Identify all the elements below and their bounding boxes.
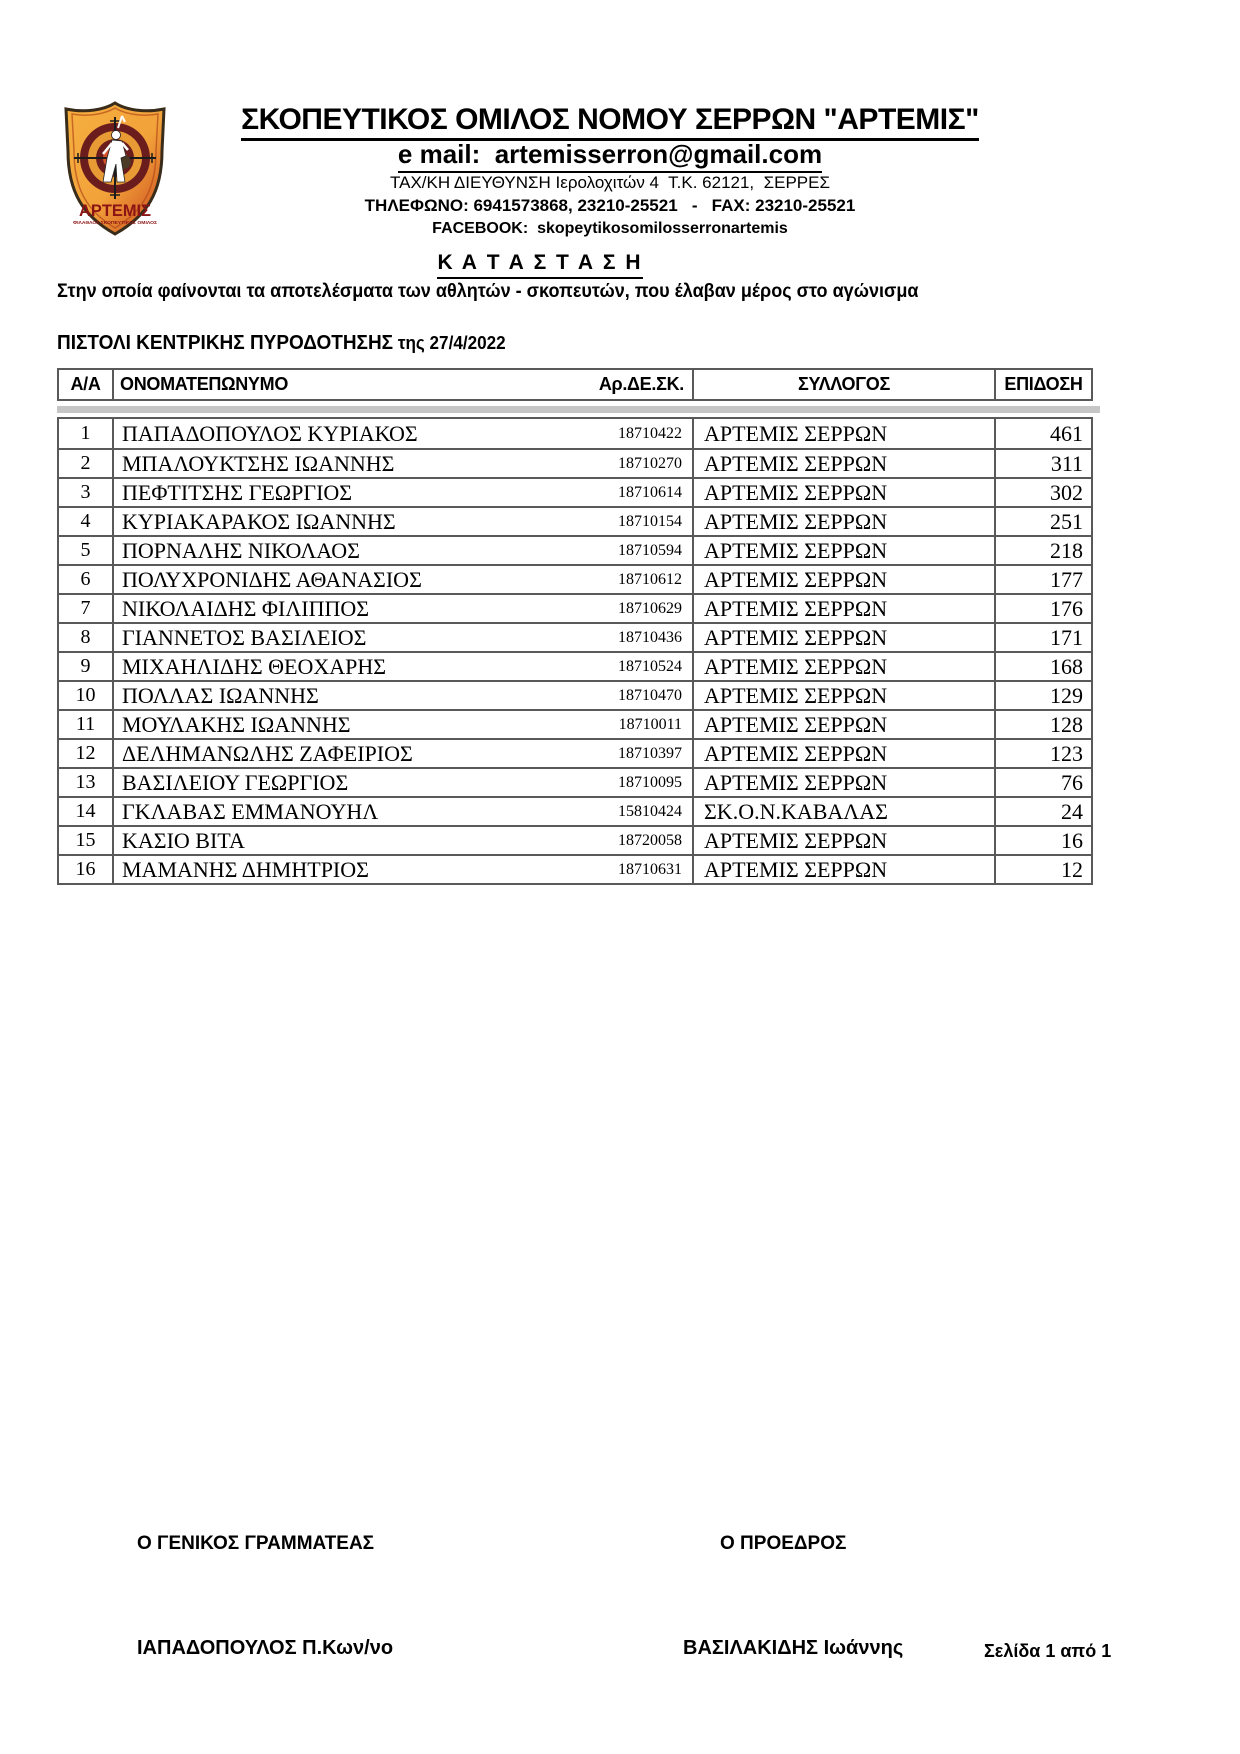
athlete-name: ΜΙΧΑΗΛΙΔΗΣ ΘΕΟΧΑΡΗΣ	[122, 653, 387, 679]
athlete-name: ΚΥΡΙΑΚΑΡΑΚΟΣ ΙΩΑΝΝΗΣ	[122, 508, 396, 534]
row-index: 9	[80, 655, 91, 677]
athlete-score: 171	[994, 624, 1091, 651]
athlete-id: 15810424	[618, 802, 682, 820]
row-name-id-cell	[112, 740, 692, 767]
column-header-name-id	[112, 370, 692, 399]
results-table-header	[57, 368, 1093, 401]
athlete-id: 18710422	[618, 424, 682, 442]
row-index: 13	[75, 771, 96, 793]
row-index: 12	[75, 742, 96, 764]
athlete-club: ΑΡΤΕΜΙΣ ΣΕΡΡΩΝ	[692, 827, 994, 854]
athlete-score: 128	[994, 711, 1091, 738]
results-table	[57, 368, 1093, 885]
table-row	[59, 564, 1091, 593]
athlete-score: 176	[994, 595, 1091, 622]
athlete-id: 18710095	[618, 773, 682, 791]
athlete-club: ΑΡΤΕΜΙΣ ΣΕΡΡΩΝ	[692, 653, 994, 680]
club-address: ΤΑΧ/ΚΗ ΔΙΕΥΘΥΝΣΗ Ιερολοχιτών 4 Τ.Κ. 62121, ΣΕΡΡΕΣ	[390, 173, 830, 192]
athlete-id: 18710470	[618, 686, 682, 704]
athlete-score: 129	[994, 682, 1091, 709]
table-row	[59, 796, 1091, 825]
row-name-id-cell	[112, 769, 692, 796]
document-heading: Κ Α Τ Α Σ Τ Α Σ Η	[57, 251, 1023, 279]
athlete-club: ΑΡΤΕΜΙΣ ΣΕΡΡΩΝ	[692, 479, 994, 506]
row-index: 3	[80, 481, 91, 503]
athlete-club: ΑΡΤΕΜΙΣ ΣΕΡΡΩΝ	[692, 419, 994, 448]
table-row	[59, 535, 1091, 564]
athlete-score: 76	[994, 769, 1091, 796]
athlete-score: 24	[994, 798, 1091, 825]
table-row	[59, 767, 1091, 796]
table-row	[59, 709, 1091, 738]
row-name-id-cell	[112, 856, 692, 883]
athlete-name: ΠΟΛΛΑΣ ΙΩΑΝΝΗΣ	[122, 682, 319, 708]
event-date: της 27/4/2022	[393, 333, 506, 353]
athlete-name: ΠΟΛΥΧΡΟΝΙΔΗΣ ΑΘΑΝΑΣΙΟΣ	[122, 566, 422, 592]
athlete-club: ΑΡΤΕΜΙΣ ΣΕΡΡΩΝ	[692, 450, 994, 477]
row-name-id-cell	[112, 479, 692, 506]
athlete-name: ΜΑΜΑΝΗΣ ΔΗΜΗΤΡΙΟΣ	[122, 856, 369, 882]
athlete-club: ΣΚ.Ο.Ν.ΚΑΒΑΛΑΣ	[692, 798, 994, 825]
row-index: 1	[80, 422, 91, 444]
athlete-name: ΔΕΛΗΜΑΝΩΛΗΣ ΖΑΦΕΙΡΙΟΣ	[122, 740, 413, 766]
row-index: 10	[75, 684, 96, 706]
athlete-name: ΓΚΛΑΒΑΣ ΕΜΜΑΝΟΥΗΛ	[122, 798, 379, 824]
club-facebook: FACEBOOK: skopeytikosomilosserronartemis	[432, 220, 788, 237]
athlete-club: ΑΡΤΕΜΙΣ ΣΕΡΡΩΝ	[692, 624, 994, 651]
athlete-id: 18710594	[618, 541, 682, 559]
athlete-club: ΑΡΤΕΜΙΣ ΣΕΡΡΩΝ	[692, 856, 994, 883]
row-name-id-cell	[112, 798, 692, 825]
row-name-id-cell	[112, 419, 692, 448]
table-row	[59, 738, 1091, 767]
athlete-club: ΑΡΤΕΜΙΣ ΣΕΡΡΩΝ	[692, 537, 994, 564]
athlete-club: ΑΡΤΕΜΙΣ ΣΕΡΡΩΝ	[692, 566, 994, 593]
athlete-id: 18710612	[618, 570, 682, 588]
table-row	[59, 854, 1091, 883]
table-row	[59, 593, 1091, 622]
athlete-id: 18710011	[618, 715, 682, 733]
athlete-name: ΠΕΦΤΙΤΣΗΣ ΓΕΩΡΓΙΟΣ	[122, 479, 353, 505]
athlete-name: ΚΑΣΙΟ ΒΙΤΑ	[122, 827, 245, 853]
athlete-club: ΑΡΤΕΜΙΣ ΣΕΡΡΩΝ	[692, 740, 994, 767]
row-name-id-cell	[112, 537, 692, 564]
row-index: 8	[80, 626, 91, 648]
athlete-name: ΜΠΑΛΟΥΚΤΣΗΣ ΙΩΑΝΝΗΣ	[122, 450, 395, 476]
row-index: 2	[80, 452, 91, 474]
club-email: e mail: artemisserron@gmail.com	[170, 139, 1050, 173]
athlete-score: 251	[994, 508, 1091, 535]
athlete-id: 18710631	[618, 860, 682, 878]
athlete-name: ΠΑΠΑΔΟΠΟΥΛΟΣ ΚΥΡΙΑΚΟΣ	[122, 420, 418, 446]
logo-club-name-text: ΑΡΤΕΜΙΣ	[79, 201, 151, 220]
row-name-id-cell	[112, 711, 692, 738]
row-index: 6	[80, 568, 91, 590]
club-name-title: ΣΚΟΠΕΥΤΙΚΟΣ ΟΜΙΛΟΣ ΝΟΜΟΥ ΣΕΡΡΩΝ "ΑΡΤΕΜΙΣ"	[170, 103, 1050, 141]
athlete-id: 18710436	[618, 628, 682, 646]
row-name-id-cell	[112, 508, 692, 535]
athlete-name: ΒΑΣΙΛΕΙΟΥ ΓΕΩΡΓΙΟΣ	[122, 769, 349, 795]
athlete-score: 168	[994, 653, 1091, 680]
athlete-score: 16	[994, 827, 1091, 854]
athlete-score: 177	[994, 566, 1091, 593]
row-name-id-cell	[112, 450, 692, 477]
athlete-score: 302	[994, 479, 1091, 506]
page-number: Σελίδα 1 από 1	[984, 1641, 1112, 1661]
athlete-name: ΓΙΑΝΝΕΤΟΣ ΒΑΣΙΛΕΙΟΣ	[122, 624, 367, 650]
president-title: Ο ΠΡΟΕΔΡΟΣ	[720, 1533, 847, 1554]
athlete-id: 18710154	[618, 512, 682, 530]
athlete-club: ΑΡΤΕΜΙΣ ΣΕΡΡΩΝ	[692, 711, 994, 738]
row-index: 11	[75, 713, 96, 735]
column-header-club: ΣΥΛΛΟΓΟΣ	[692, 370, 994, 399]
athlete-id: 18710614	[618, 483, 682, 501]
table-row	[59, 419, 1091, 448]
results-rows	[57, 417, 1093, 885]
row-name-id-cell	[112, 827, 692, 854]
row-name-id-cell	[112, 653, 692, 680]
row-name-id-cell	[112, 595, 692, 622]
athlete-id: 18710524	[618, 657, 682, 675]
athlete-id: 18710397	[618, 744, 682, 762]
table-row	[59, 506, 1091, 535]
athlete-club: ΑΡΤΕΜΙΣ ΣΕΡΡΩΝ	[692, 508, 994, 535]
row-index: 16	[75, 858, 96, 880]
athlete-club: ΑΡΤΕΜΙΣ ΣΕΡΡΩΝ	[692, 682, 994, 709]
row-index: 14	[75, 800, 96, 822]
column-header-id: Αρ.ΔΕ.ΣΚ.	[598, 374, 684, 394]
secretary-name: ΙΑΠΑΔΟΠΟΥΛΟΣ Π.Κων/νο	[137, 1637, 394, 1659]
athlete-score: 461	[994, 419, 1091, 448]
row-index: 5	[80, 539, 91, 561]
column-header-index: Α/Α	[70, 374, 101, 394]
athlete-name: ΜΟΥΛΑΚΗΣ ΙΩΑΝΝΗΣ	[122, 711, 351, 737]
athlete-id: 18720058	[618, 831, 682, 849]
row-name-id-cell	[112, 682, 692, 709]
row-index: 7	[80, 597, 91, 619]
athlete-name: ΠΟΡΝΑΛΗΣ ΝΙΚΟΛΑΟΣ	[122, 537, 360, 563]
event-name: ΠΙΣΤΟΛΙ ΚΕΝΤΡΙΚΗΣ ΠΥΡΟΔΟΤΗΣΗΣ	[57, 332, 394, 354]
athlete-id: 18710629	[618, 599, 682, 617]
table-row	[59, 651, 1091, 680]
table-row	[59, 680, 1091, 709]
row-index: 15	[75, 829, 96, 851]
athlete-score: 311	[994, 450, 1091, 477]
president-name: ΒΑΣΙΛΑΚΙΔΗΣ Ιωάννης	[683, 1637, 904, 1659]
athlete-id: 18710270	[618, 454, 682, 472]
table-row	[59, 825, 1091, 854]
logo-club-subtitle-text: ΦΙΛΑΘΛΟΣ ΣΚΟΠΕΥΤΙΚΟΣ ΟΜΙΛΟΣ	[73, 220, 158, 225]
row-name-id-cell	[112, 624, 692, 651]
table-row	[59, 622, 1091, 651]
secretary-title: Ο ΓΕΝΙΚΟΣ ΓΡΑΜΜΑΤΕΑΣ	[137, 1533, 375, 1554]
athlete-club: ΑΡΤΕΜΙΣ ΣΕΡΡΩΝ	[692, 769, 994, 796]
column-header-score: ΕΠΙΔΟΣΗ	[994, 370, 1091, 399]
table-row	[59, 477, 1091, 506]
table-row	[59, 448, 1091, 477]
event-title	[57, 332, 529, 355]
athlete-score: 218	[994, 537, 1091, 564]
athlete-club: ΑΡΤΕΜΙΣ ΣΕΡΡΩΝ	[692, 595, 994, 622]
athlete-score: 12	[994, 856, 1091, 883]
athlete-score: 123	[994, 740, 1091, 767]
column-header-name: ΟΝΟΜΑΤΕΠΩΝΥΜΟ	[120, 374, 289, 394]
athlete-name: ΝΙΚΟΛΑΙΔΗΣ ΦΙΛΙΠΠΟΣ	[122, 595, 370, 621]
row-index: 4	[80, 510, 91, 532]
club-phone-fax: ΤΗΛΕΦΩΝΟ: 6941573868, 23210-25521 - FAX: 23210-25521	[364, 196, 856, 215]
document-subtitle: Στην οποία φαίνονται τα αποτελέσματα των αθλητών - σκοπευτών, που έλαβαν μέρος στο αγώνισμα	[57, 281, 919, 302]
row-name-id-cell	[112, 566, 692, 593]
header-separator-band	[57, 406, 1100, 413]
club-logo	[58, 98, 172, 240]
